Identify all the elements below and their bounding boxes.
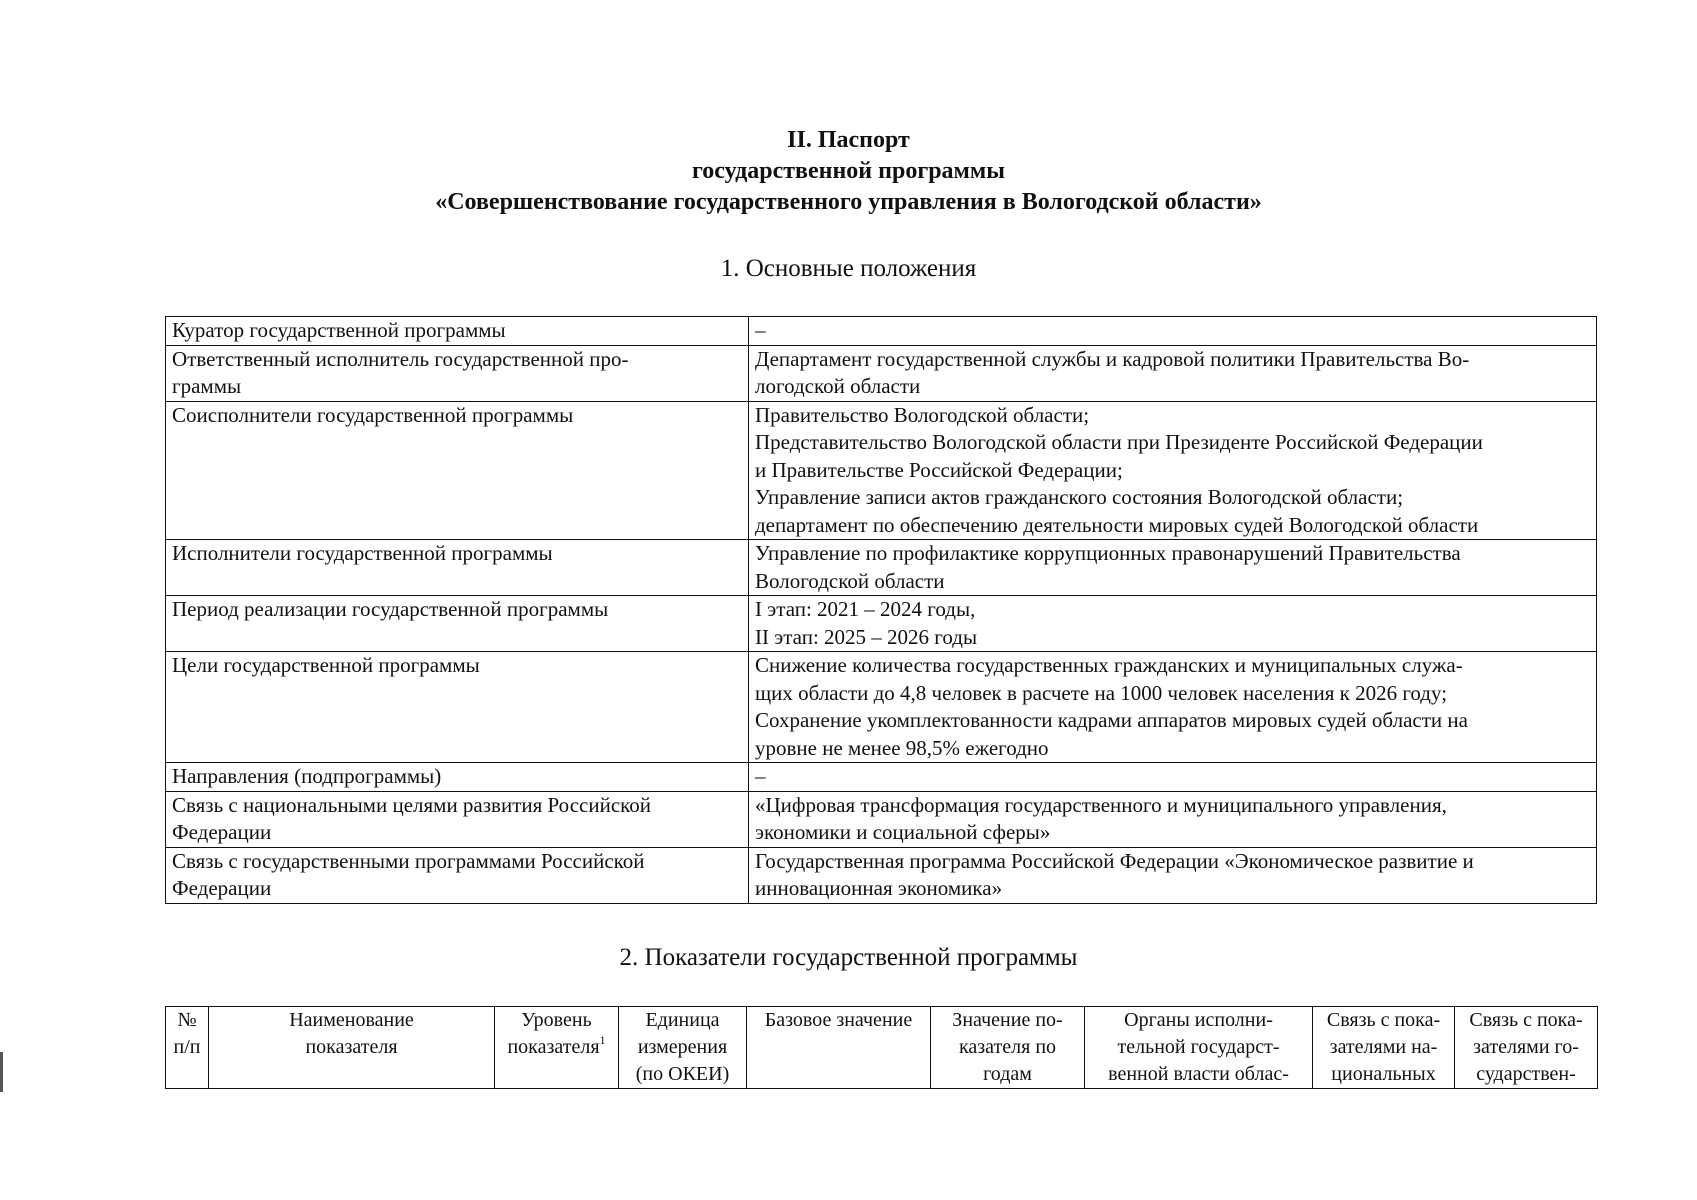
passport-row-label — [166, 596, 749, 652]
passport-row — [166, 401, 1597, 540]
header-line — [1457, 1061, 1595, 1088]
header-line-text: тельной государст- — [1117, 1036, 1280, 1058]
passport-row — [166, 791, 1597, 847]
header-line — [497, 1034, 616, 1061]
passport-row-value — [749, 791, 1597, 847]
value-line: II этап: 2025 – 2026 годы — [755, 624, 978, 649]
value-line: и Правительстве Российской Федерации; — [755, 457, 1123, 482]
value-line: Вологодской области — [755, 568, 945, 593]
header-line — [497, 1007, 616, 1034]
value-line: – — [755, 318, 766, 342]
value-line: Правительство Вологодской области; — [755, 402, 1090, 427]
header-line-text: циональных — [1331, 1063, 1436, 1085]
header-line-text: Уровень — [521, 1009, 592, 1031]
title-line: «Совершенствование государственного управления в Вологодской области» — [435, 189, 1262, 215]
value-line: уровне не менее 98,5% ежегодно — [755, 735, 1049, 760]
title-line: государственной программы — [691, 158, 1005, 184]
passport-row — [166, 652, 1597, 763]
label-line: Исполнители государственной программы — [172, 541, 553, 565]
header-line — [1315, 1007, 1452, 1034]
passport-row — [166, 317, 1597, 346]
passport-row-label — [166, 401, 749, 540]
passport-row-value — [749, 401, 1597, 540]
header-line-text: Наименование — [289, 1009, 414, 1031]
label-line: Ответственный исполнитель государственной про- — [172, 346, 629, 371]
header-line-text: измерения — [637, 1036, 728, 1058]
header-line-text: Связь с пока- — [1326, 1009, 1441, 1031]
value-line: щих области до 4,8 человек в расчете на 1000 человек населения к 2026 году; — [755, 680, 1448, 705]
passport-row-label — [166, 540, 749, 596]
passport-row-value — [749, 847, 1597, 903]
passport-row-value — [749, 317, 1597, 346]
passport-row-value — [749, 596, 1597, 652]
label-line: Связь с национальными целями развития Российской — [172, 792, 652, 817]
header-line-text: показателя — [507, 1036, 600, 1058]
header-line — [933, 1007, 1082, 1034]
passport-row — [166, 847, 1597, 903]
document-title — [0, 125, 1697, 218]
passport-row-value — [749, 763, 1597, 792]
header-line-text: годам — [983, 1063, 1032, 1085]
label-line: Федерации — [172, 876, 272, 900]
header-line — [933, 1034, 1082, 1061]
passport-row-label — [166, 847, 749, 903]
header-line-text: венной власти облас- — [1108, 1063, 1289, 1085]
label-line: Куратор государственной программы — [172, 318, 506, 342]
header-line-text: (по ОКЕИ) — [635, 1063, 730, 1085]
indicator-column-header — [1085, 1007, 1313, 1089]
indicator-column-header — [747, 1007, 931, 1089]
value-line: Управление по профилактике коррупционных правонарушений Правительства — [755, 541, 1461, 565]
section-1-heading: 1. Основные положения — [720, 255, 977, 282]
value-line: Управление записи актов гражданского состояния Вологодской области; — [755, 485, 1404, 509]
label-line: граммы — [172, 374, 242, 398]
passport-row-value — [749, 345, 1597, 401]
header-line — [1457, 1007, 1595, 1034]
label-line: Соисполнители государственной программы — [172, 402, 574, 427]
header-line-text: зателями го- — [1473, 1036, 1579, 1058]
value-line: I этап: 2021 – 2024 годы, — [755, 597, 976, 621]
passport-row-label — [166, 317, 749, 346]
label-line: Связь с государственными программами Российской — [172, 848, 645, 873]
indicator-column-header — [619, 1007, 747, 1089]
header-line — [621, 1061, 744, 1088]
header-line — [621, 1034, 744, 1061]
header-line-text: показателя — [305, 1036, 398, 1058]
value-line: инновационная экономика» — [755, 876, 1003, 900]
passport-row-value — [749, 540, 1597, 596]
header-line-text: казателя по — [958, 1036, 1057, 1058]
value-line: департамент по обеспечению деятельности мировых судей Вологодской области — [755, 512, 1479, 537]
passport-row-label — [166, 763, 749, 792]
passport-row-label — [166, 791, 749, 847]
label-line: Период реализации государственной программы — [172, 597, 609, 621]
label-line: Федерации — [172, 820, 272, 844]
passport-row — [166, 345, 1597, 401]
value-line: Представительство Вологодской области при Президенте Российской Федерации — [755, 430, 1483, 454]
passport-row — [166, 763, 1597, 792]
indicator-column-header — [1455, 1007, 1598, 1089]
header-line — [1315, 1034, 1452, 1061]
header-line — [1315, 1061, 1452, 1088]
header-line — [168, 1034, 206, 1061]
value-line: Сохранение укомплектованности кадрами аппаратов мировых судей области на — [755, 708, 1468, 732]
indicator-column-header — [166, 1007, 209, 1089]
header-line-text: Значение по- — [952, 1009, 1063, 1031]
label-line: Цели государственной программы — [172, 653, 480, 677]
header-line-text: сударствен- — [1476, 1063, 1576, 1085]
indicator-column-header — [495, 1007, 619, 1089]
header-line — [1087, 1034, 1310, 1061]
header-line-text: Единица — [645, 1009, 720, 1031]
header-line-text: Органы исполни- — [1124, 1009, 1273, 1031]
header-line — [1087, 1007, 1310, 1034]
header-line — [168, 1007, 206, 1034]
header-line — [1087, 1061, 1310, 1088]
header-line — [211, 1034, 492, 1061]
passport-table — [165, 316, 1597, 904]
header-line — [211, 1007, 492, 1034]
value-line: Департамент государственной службы и кадровой политики Правительства Во- — [755, 346, 1470, 371]
footnote-marker: 1 — [599, 1033, 606, 1047]
header-line-text: Базовое значение — [764, 1009, 913, 1031]
passport-row — [166, 540, 1597, 596]
header-line-text: п/п — [173, 1036, 201, 1058]
passport-row — [166, 596, 1597, 652]
indicator-column-header — [209, 1007, 495, 1089]
header-line-text: Связь с пока- — [1469, 1009, 1583, 1031]
value-line: – — [755, 764, 766, 788]
passport-row-label — [166, 652, 749, 763]
header-line — [749, 1007, 928, 1034]
scan-edge-mark — [0, 1052, 3, 1092]
value-line: Государственная программа Российской Федерации «Экономическое развитие и — [755, 848, 1474, 873]
header-line-text: № — [177, 1009, 197, 1031]
title-line: II. Паспорт — [787, 127, 910, 153]
indicator-column-header — [931, 1007, 1085, 1089]
header-line — [1457, 1034, 1595, 1061]
indicators-table — [165, 1006, 1598, 1089]
section-2-heading: 2. Показатели государственной программы — [619, 944, 1078, 971]
header-line — [933, 1061, 1082, 1088]
passport-row-value — [749, 652, 1597, 763]
value-line: Снижение количества государственных гражданских и муниципальных служа- — [755, 653, 1463, 677]
indicator-column-header — [1313, 1007, 1455, 1089]
header-line-text: зателями на- — [1329, 1036, 1438, 1058]
value-line: логодской области — [755, 374, 921, 398]
header-line — [621, 1007, 744, 1034]
value-line: экономики и социальной сферы» — [755, 820, 1051, 844]
passport-row-label — [166, 345, 749, 401]
value-line: «Цифровая трансформация государственного и муниципального управления, — [755, 792, 1447, 817]
label-line: Направления (подпрограммы) — [172, 764, 442, 788]
